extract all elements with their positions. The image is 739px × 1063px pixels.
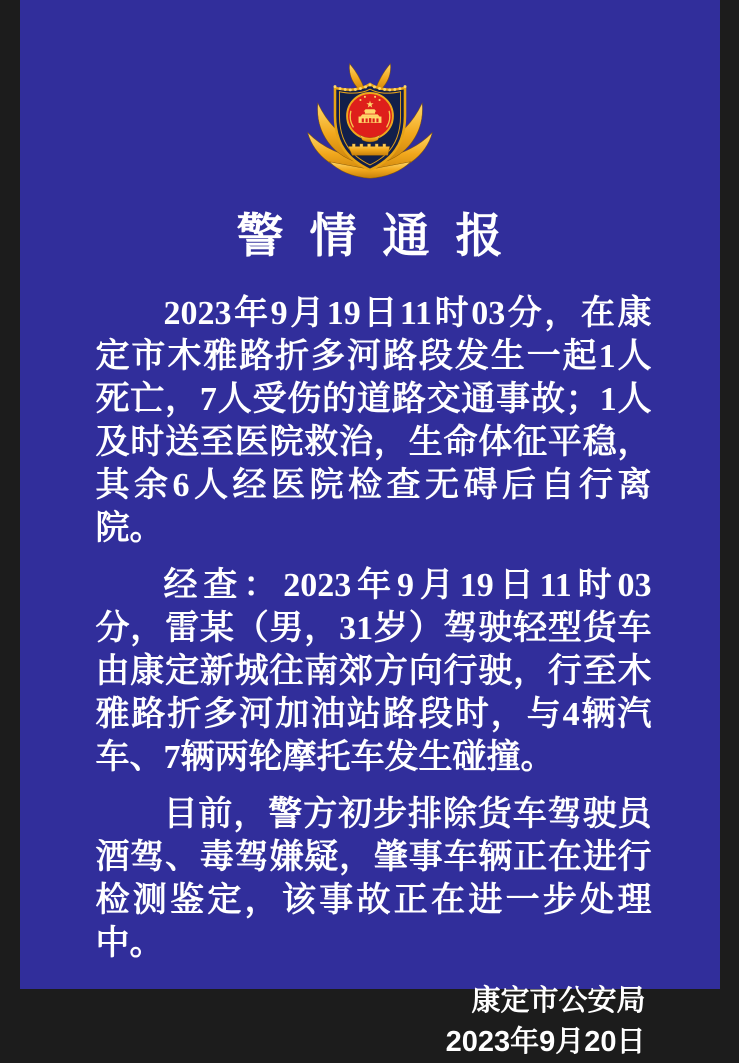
police-badge-icon	[300, 52, 440, 183]
notice-title: 警情通报	[20, 199, 739, 266]
police-emblem	[20, 0, 720, 183]
signature-agency: 康定市公安局	[20, 981, 646, 1022]
notice-paragraph-2: 经查：2023年9月19日11时03分，雷某（男，31岁）驾驶轻型货车由康定新城往南郊方向行驶，行至木雅路折多河加油站路段时，与4辆汽车、7辆两轮摩托车发生碰撞。	[96, 564, 652, 779]
notice-body	[96, 292, 652, 965]
signature-block	[20, 981, 646, 1063]
notice-paragraph-1: 2023年9月19日11时03分，在康定市木雅路折多河路段发生一起1人死亡，7人受伤的道路交通事故；1人及时送至医院救治，生命体征平稳，其余6人经医院检查无碍后自行离院。	[96, 292, 652, 550]
notice-paragraph-3: 目前，警方初步排除货车驾驶员酒驾、毒驾嫌疑，肇事车辆正在进行检测鉴定，该事故正在进一步处理中。	[96, 793, 652, 965]
police-notice-poster	[20, 0, 720, 989]
signature-date: 2023年9月20日	[20, 1022, 646, 1063]
